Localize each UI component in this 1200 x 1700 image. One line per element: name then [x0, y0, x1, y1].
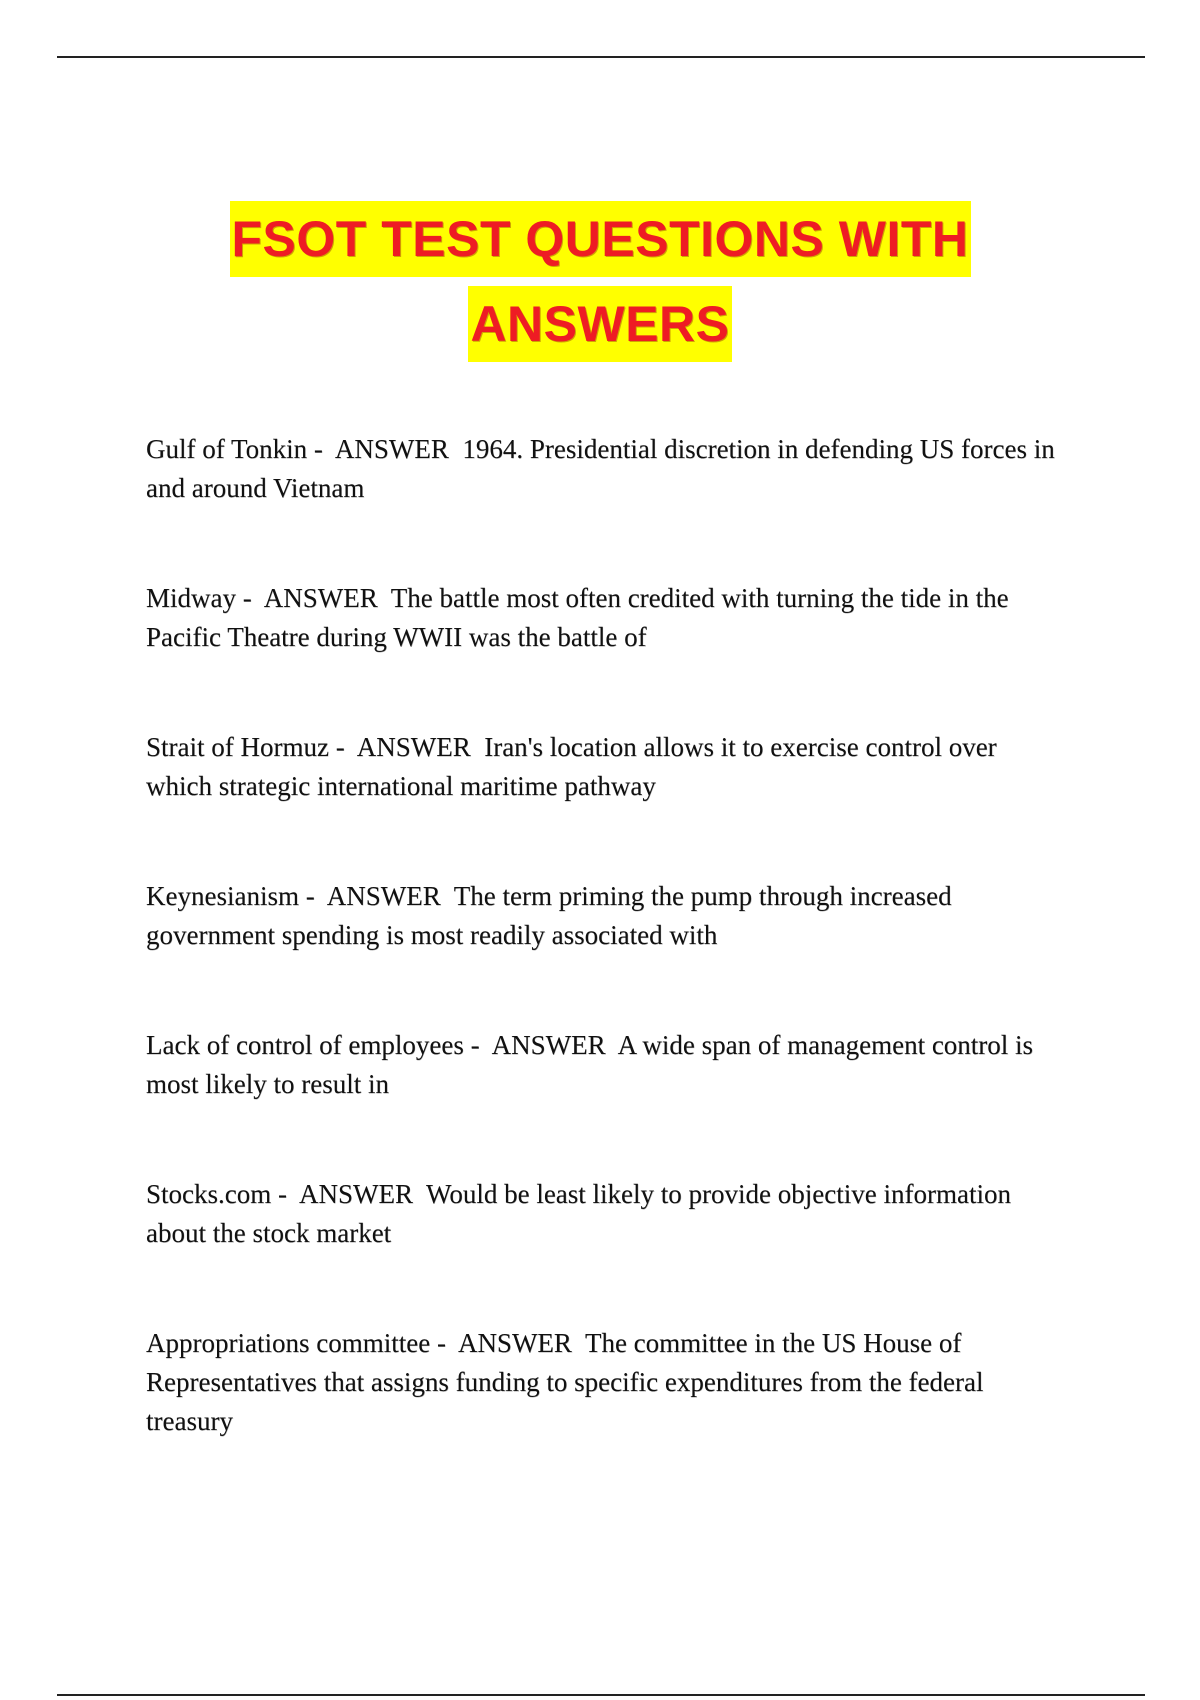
qa-item-midway [146, 579, 1066, 657]
qa-answer: A wide span of management control is most likely to result in [146, 1030, 1034, 1099]
document-title [0, 198, 1200, 368]
qa-answer: The term priming the pump through increased government spending is most readily associated with [146, 881, 952, 950]
qa-item-gulf-of-tonkin [146, 430, 1066, 508]
answer-separator: - ANSWER [430, 1328, 585, 1358]
qa-item-stocks-com [146, 1175, 1066, 1253]
qa-answer: The battle most often credited with turning the tide in the Pacific Theatre during WWII was the battle of [146, 583, 1009, 652]
qa-answer: The committee in the US House of Representatives that assigns funding to specific expenditures from the federal treasury [146, 1328, 984, 1436]
qa-term: Lack of control of employees [146, 1030, 464, 1060]
title-line-2: ANSWERS [468, 286, 731, 362]
title-line-1: FSOT TEST QUESTIONS WITH [230, 201, 971, 277]
answer-separator: - ANSWER [298, 881, 454, 911]
qa-term: Gulf of Tonkin [146, 434, 308, 464]
answer-separator: - ANSWER [463, 1030, 618, 1060]
qa-answer: Would be least likely to provide objective information about the stock market [146, 1179, 1011, 1248]
qa-term: Midway [146, 583, 236, 613]
qa-list [146, 430, 1066, 1512]
answer-separator: - ANSWER [328, 732, 485, 762]
qa-answer: 1964. Presidential discretion in defending US forces in and around Vietnam [146, 434, 1055, 503]
qa-item-keynesianism [146, 877, 1066, 955]
qa-answer: Iran's location allows it to exercise control over which strategic international maritime pathway [146, 732, 997, 801]
answer-separator: - ANSWER [307, 434, 463, 464]
answer-separator: - ANSWER [271, 1179, 427, 1209]
qa-term: Appropriations committee [146, 1328, 431, 1358]
qa-item-strait-of-hormuz [146, 728, 1066, 806]
qa-term: Stocks.com [146, 1179, 272, 1209]
qa-term: Keynesianism [146, 881, 299, 911]
top-rule [57, 56, 1145, 58]
qa-item-lack-of-control [146, 1026, 1066, 1104]
answer-separator: - ANSWER [236, 583, 391, 613]
qa-item-appropriations-committee [146, 1324, 1066, 1441]
bottom-rule [57, 1694, 1145, 1696]
qa-term: Strait of Hormuz [146, 732, 329, 762]
